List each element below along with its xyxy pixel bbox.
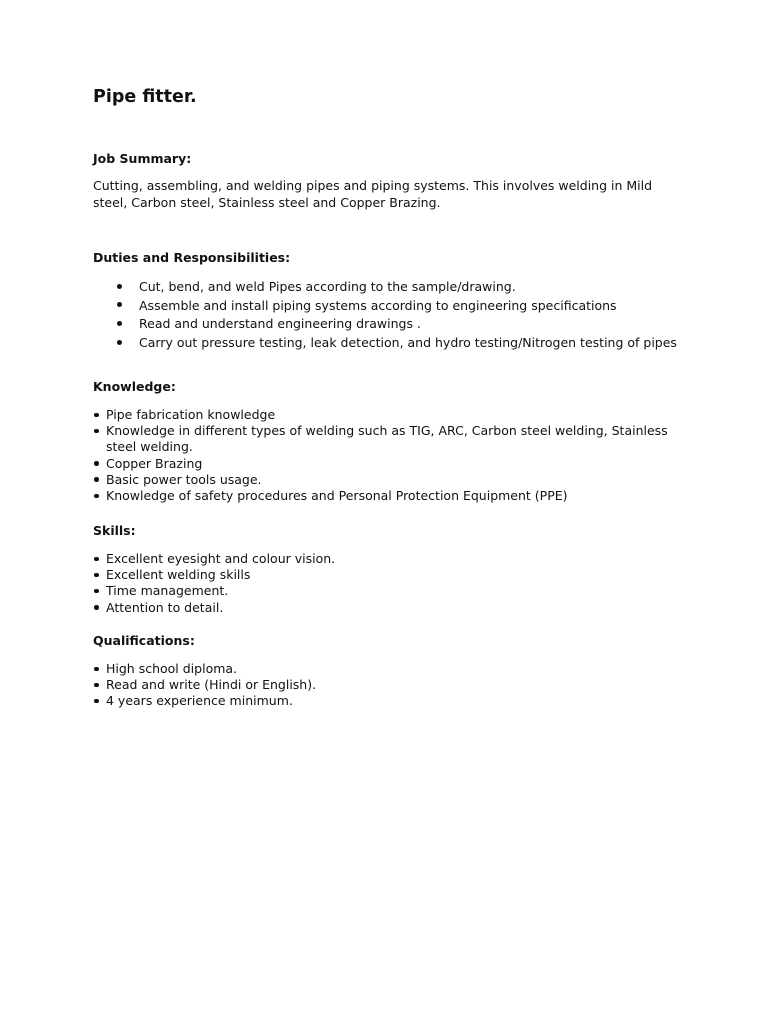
skills-heading: Skills: (93, 523, 136, 538)
list-item: Copper Brazing (106, 456, 691, 472)
list-item: Read and understand engineering drawings . (139, 315, 739, 334)
list-item: Attention to detail. (106, 600, 691, 616)
list-item: 4 years experience minimum. (106, 693, 691, 709)
list-item: Knowledge of safety procedures and Personal Protection Equipment (PPE) (106, 488, 691, 504)
duties-list (139, 278, 739, 353)
list-item: Excellent welding skills (106, 567, 691, 583)
list-item: Knowledge in different types of welding such as TIG, ARC, Carbon steel welding, Stainless steel welding. (106, 423, 691, 455)
knowledge-heading: Knowledge: (93, 379, 176, 394)
page-title: Pipe fitter. (93, 87, 197, 107)
list-item: Read and write (Hindi or English). (106, 677, 691, 693)
list-item: High school diploma. (106, 661, 691, 677)
list-item: Carry out pressure testing, leak detection, and hydro testing/Nitrogen testing of pipes (139, 334, 739, 353)
list-item: Basic power tools usage. (106, 472, 691, 488)
skills-list (106, 551, 691, 616)
qualifications-list (106, 661, 691, 710)
knowledge-list (106, 407, 691, 504)
list-item: Excellent eyesight and colour vision. (106, 551, 691, 567)
list-item: Time management. (106, 583, 691, 599)
job-summary-heading: Job Summary: (93, 151, 192, 166)
duties-heading: Duties and Responsibilities: (93, 250, 291, 265)
list-item: Cut, bend, and weld Pipes according to the sample/drawing. (139, 278, 739, 297)
qualifications-heading: Qualifications: (93, 633, 195, 648)
job-summary-text: Cutting, assembling, and welding pipes and piping systems. This involves welding in Mild steel, Carbon steel, Stainless steel and Copper Brazing. (93, 178, 653, 210)
list-item: Pipe fabrication knowledge (106, 407, 691, 423)
list-item: Assemble and install piping systems according to engineering specifications (139, 297, 739, 316)
